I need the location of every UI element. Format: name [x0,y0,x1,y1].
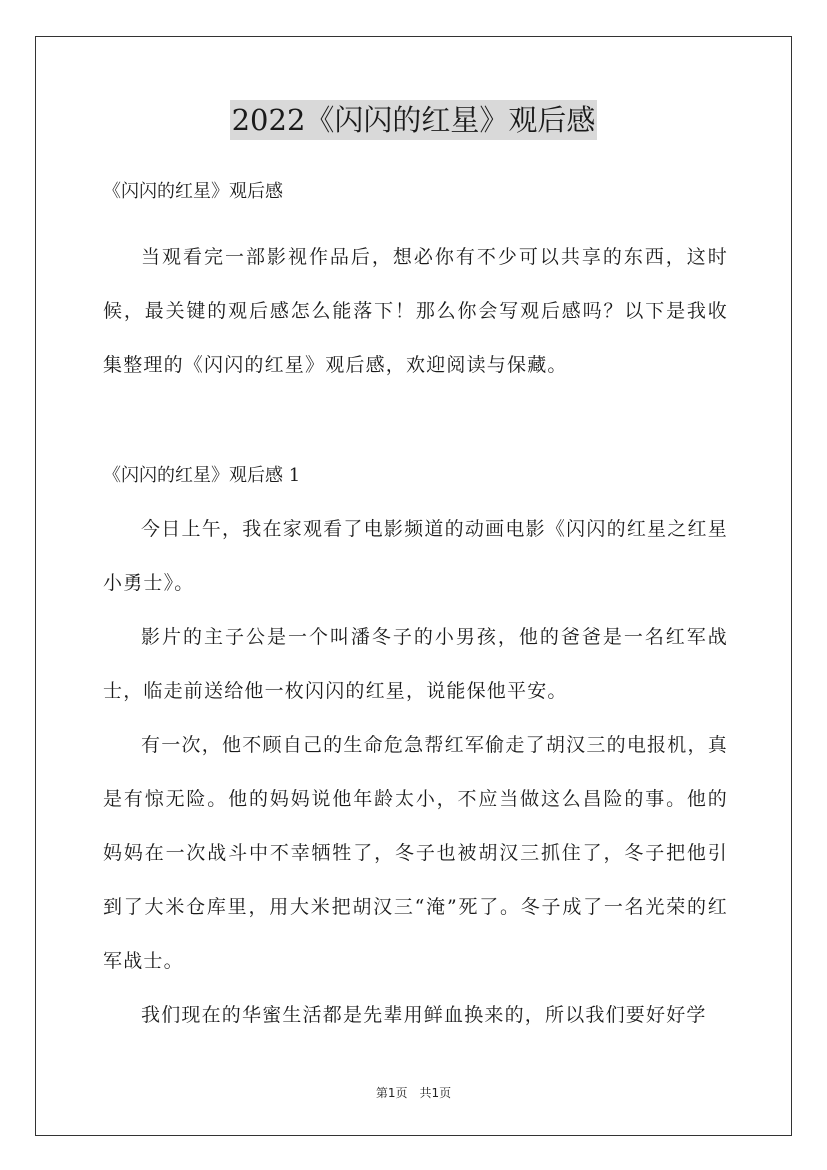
body-paragraph-2: 影片的主子公是一个叫潘冬子的小男孩，他的爸爸是一名红军战士，临走前送给他一枚闪闪的红星，说能保他平安。 [103,626,728,702]
body-paragraph-3: 有一次，他不顾自己的生命危急帮红军偷走了胡汉三的电报机，真是有惊无险。他的妈妈说他年龄太小，不应当做这么昌险的事。他的妈妈在一次战斗中不幸牺牲了，冬子也被胡汉三抓住了，冬子把他引到了大米仓库里，用大米把胡汉三“淹”死了。冬子成了一名光荣的红军战士。 [103,734,728,972]
section-heading-1: 《闪闪的红星》观后感 1 [103,465,301,486]
document-title: 2022《闪闪的红星》观后感 [230,100,598,140]
body-paragraph-4: 我们现在的华蜜生活都是先辈用鲜血换来的，所以我们要好好学 [141,1004,707,1026]
body-paragraph-1: 今日上午，我在家观看了电影频道的动画电影《闪闪的红星之红星小勇士》。 [103,518,728,594]
page-footer: 第1页 共1页 [375,1086,452,1100]
section-heading-intro: 《闪闪的红星》观后感 [103,181,283,202]
title-wrap [0,100,827,140]
document-body [103,174,728,1042]
intro-paragraph: 当观看完一部影视作品后，想必你有不少可以共享的东西，这时候，最关键的观后感怎么能落下！那么你会写观后感吗？以下是我收集整理的《闪闪的红星》观后感，欢迎阅读与保藏。 [103,246,728,376]
section-gap [103,392,728,458]
